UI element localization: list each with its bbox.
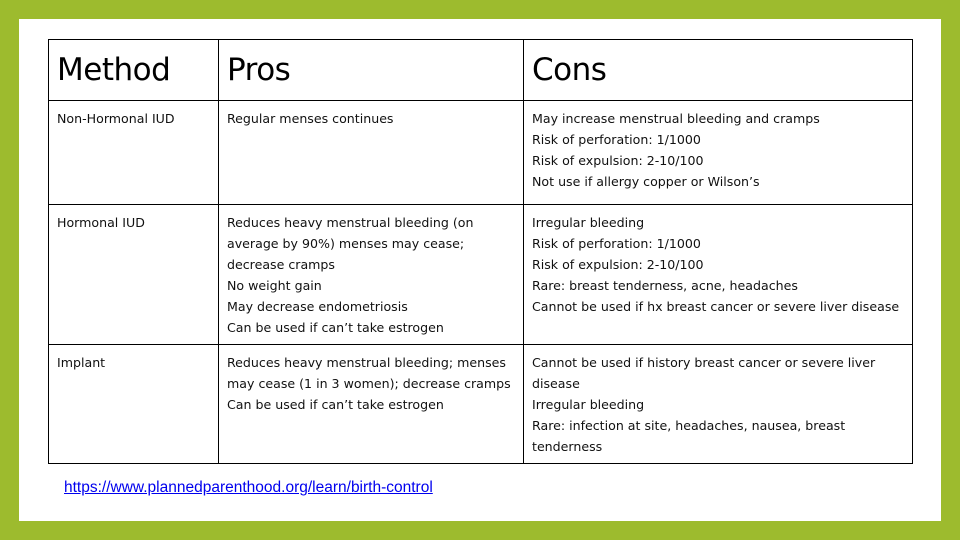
- source-link[interactable]: https://www.plannedparenthood.org/learn/birth-control: [64, 479, 433, 496]
- pros-cell: [219, 205, 524, 345]
- pros-cell: [219, 101, 524, 205]
- methods-table: [48, 39, 913, 464]
- cons-cell: [524, 345, 913, 464]
- table-row: [49, 345, 913, 464]
- cons-line: Risk of expulsion: 2-10/100: [532, 257, 704, 272]
- cons-line: Cannot be used if hx breast cancer or severe liver disease: [532, 299, 900, 314]
- cons-line: Rare: breast tenderness, acne, headaches: [532, 278, 798, 293]
- cons-line: Risk of perforation: 1/1000: [532, 132, 701, 147]
- pros-line: Reduces heavy menstrual bleeding; menses may cease (1 in 3 women); decrease cramps: [227, 355, 511, 391]
- method-cell: Non-Hormonal IUD: [49, 101, 219, 205]
- cons-line: May increase menstrual bleeding and cramps: [532, 111, 820, 126]
- header-pros: Pros: [219, 40, 524, 101]
- table-row: [49, 101, 913, 205]
- cons-cell: [524, 101, 913, 205]
- cons-line: Cannot be used if history breast cancer or severe liver disease: [532, 355, 876, 391]
- pros-line: Can be used if can’t take estrogen: [227, 397, 444, 412]
- pros-cell: [219, 345, 524, 464]
- cons-line: Rare: infection at site, headaches, nausea, breast tenderness: [532, 418, 846, 454]
- header-row: [49, 40, 913, 101]
- cons-line: Irregular bleeding: [532, 397, 645, 412]
- cons-line: Risk of expulsion: 2-10/100: [532, 153, 704, 168]
- pros-line: Can be used if can’t take estrogen: [227, 320, 444, 335]
- header-cons: Cons: [524, 40, 913, 101]
- method-cell: Hormonal IUD: [49, 205, 219, 345]
- method-cell: Implant: [49, 345, 219, 464]
- table-row: [49, 205, 913, 345]
- cons-cell: [524, 205, 913, 345]
- cons-line: Not use if allergy copper or Wilson’s: [532, 174, 760, 189]
- slide: [19, 19, 941, 521]
- cons-line: Irregular bleeding: [532, 215, 645, 230]
- pros-line: Reduces heavy menstrual bleeding (on average by 90%) menses may cease; decrease cramps: [227, 215, 474, 272]
- pros-line: May decrease endometriosis: [227, 299, 408, 314]
- cons-line: Risk of perforation: 1/1000: [532, 236, 701, 251]
- header-method: Method: [49, 40, 219, 101]
- pros-line: No weight gain: [227, 278, 322, 293]
- pros-line: Regular menses continues: [227, 111, 394, 126]
